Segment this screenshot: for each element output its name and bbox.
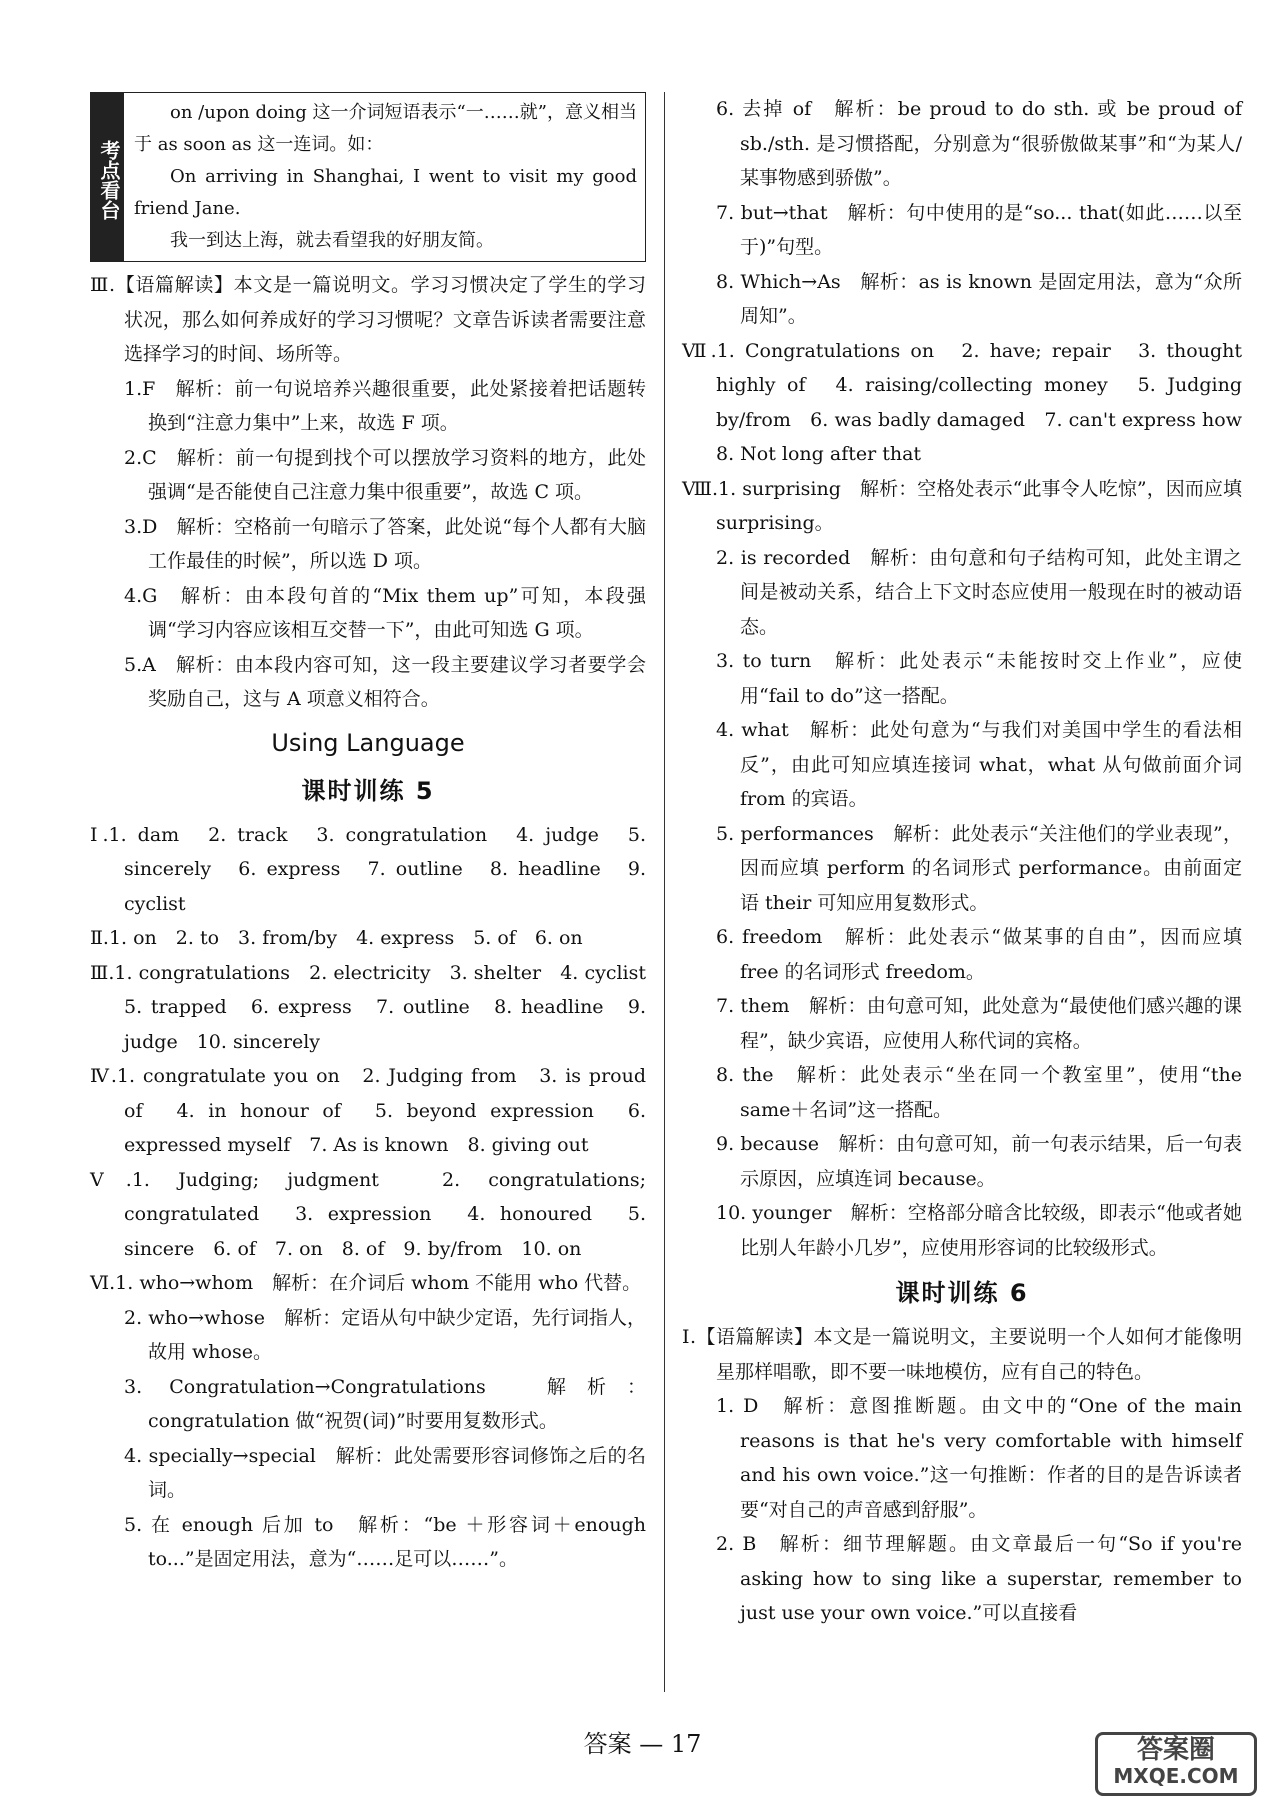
exercise-VI-item: 3. Congratulation→Congratulations 解析：congratulation 做“祝贺(词)”时要用复数形式。 <box>124 1375 646 1432</box>
exercise-VI-item: 4. specially→special 解析：此处需要形容词修饰之后的名词。 <box>124 1444 646 1501</box>
exercise-VIII-item: 3. to turn 解析：此处表示“未能按时交上作业”，应使用“fail to do”这一搭配。 <box>716 650 1242 707</box>
tip-line: On arriving in Shanghai, I went to visit my good friend Jane. <box>134 166 637 219</box>
lesson6-answer: 2. B 解析：细节理解题。由文章最后一句“So if you're asking how to sing like a superstar, remember to just use your own voice.”可以直接看 <box>716 1533 1242 1624</box>
exercise-VI-item: Ⅵ.1. who→whom 解析：在介词后 whom 不能用 who 代替。 <box>90 1272 642 1294</box>
right-column <box>682 92 1262 1631</box>
tip-line: on /upon doing 这一介词短语表示“一……就”，意义相当于 as soon as 这一连词。如： <box>134 102 637 155</box>
section-title: Using Language <box>271 728 465 757</box>
exercise-VIII-item: 9. because 解析：由句意可知，前一句表示结果，后一句表示原因，应填连词 because。 <box>716 1133 1242 1190</box>
exercise-VIII-item: 6. freedom 解析：此处表示“做某事的自由”，因而应填 free 的名词形式 freedom。 <box>716 926 1242 983</box>
exercise-VI-item: 2. who→whose 解析：定语从句中缺少定语，先行词指人，故用 whose。 <box>124 1306 646 1363</box>
exercise-VIII-item: 10. younger 解析：空格部分暗含比较级，即表示“他或者她比别人年龄小几岁”，应使用形容词的比较级形式。 <box>716 1202 1242 1259</box>
exercise-I: Ⅰ.1. dam 2. track 3. congratulation 4. judge 5. sincerely 6. express 7. outline 8. headline 9. cyclist <box>90 823 646 915</box>
exercise-II: Ⅱ.1. on 2. to 3. from/by 4. express 5. of 6. on <box>90 927 583 949</box>
left-column <box>90 92 666 1577</box>
lesson-heading: 课时训练 5 <box>301 776 435 805</box>
tip-side-label: 考点看台 <box>90 93 124 261</box>
watermark-url: MXQE.COM <box>1113 1764 1239 1788</box>
lesson6-intro: Ⅰ.【语篇解读】本文是一篇说明文，主要说明一个人如何才能像明星那样唱歌，即不要一味地模仿，应有自己的特色。 <box>682 1326 1242 1383</box>
exercise-V: Ⅴ.1. Judging; judgment 2. congratulations; congratulated 3. expression 4. honoured 5. sincere 6. of 7. on 8. of 9. by/from 10. on <box>90 1168 646 1260</box>
answer-item: 5.A 解析：由本段内容可知，这一段主要建议学习者要学会奖励自己，这与 A 项意义相符合。 <box>124 653 646 710</box>
exercise-VIII-item: 4. what 解析：此处句意为“与我们对美国中学生的看法相反”，由此可知应填连接词 what，what 从句做前面介词 from 的宾语。 <box>716 719 1242 810</box>
exercise-VIII-item: 7. them 解析：由句意可知，此处意为“最使他们感兴趣的课程”，缺少宾语，应使用人称代词的宾格。 <box>716 995 1242 1052</box>
tip-box <box>90 92 646 262</box>
watermark-logo <box>1095 1732 1257 1796</box>
exercise-VIII-item: 5. performances 解析：此处表示“关注他们的学业表现”，因而应填 perform 的名词形式 performance。由前面定语 their 可知应用复数形式。 <box>716 822 1242 914</box>
exercise-VIII-item: Ⅷ.1. surprising 解析：空格处表示“此事令人吃惊”，因而应填 surprising。 <box>682 477 1242 534</box>
exercise-VI-item: 8. Which→As 解析：as is known 是固定用法，意为“众所周知”。 <box>716 270 1242 327</box>
answer-item: 1.F 解析：前一句说培养兴趣很重要，此处紧接着把话题转换到“注意力集中”上来，故选 F 项。 <box>124 377 646 434</box>
column-divider <box>664 92 665 1692</box>
answer-item: 4.G 解析：由本段句首的“Mix them up”可知，本段强调“学习内容应该相互交替一下”，由此可知选 G 项。 <box>124 584 646 641</box>
exercise-IV: Ⅳ.1. congratulate you on 2. Judging from 3. is proud of 4. in honour of 5. beyond expression 6. expressed myself 7. As is known 8. giving out <box>90 1065 646 1156</box>
page-footer: 答案 — 17 <box>583 1730 702 1758</box>
exercise-VI-item: 7. but→that 解析：句中使用的是“so... that(如此……以至于)”句型。 <box>716 201 1242 258</box>
answer-item: 2.C 解析：前一句提到找个可以摆放学习资料的地方，此处强调“是否能使自己注意力集中很重要”，故选 C 项。 <box>124 446 646 503</box>
exercise-III: Ⅲ.1. congratulations 2. electricity 3. shelter 4. cyclist 5. trapped 6. express 7. outline 8. headline 9. judge 10. sincerely <box>90 961 666 1053</box>
answer-item: 3.D 解析：空格前一句暗示了答案，此处说“每个人都有大脑工作最佳的时候”，所以选 D 项。 <box>124 515 646 572</box>
exercise-VI-item: 6. 去掉 of 解析：be proud to do sth. 或 be proud of sb./sth. 是习惯搭配，分别意为“很骄傲做某事”和“为某人/某事物感到骄傲”。 <box>716 98 1242 189</box>
exercise-VII: Ⅶ.1. Congratulations on 2. have; repair 3. thought highly of 4. raising/collecting money 5. Judging by/from 6. was badly damaged 7. can't express how 8. Not long after that <box>682 339 1262 465</box>
exercise-VI-item: 5. 在 enough 后加 to 解析：“be ＋形容词＋enough to...”是固定用法，意为“……足可以……”。 <box>124 1513 646 1570</box>
watermark-text: 答案圈 <box>1136 1735 1215 1765</box>
lesson6-answer: 1. D 解析：意图推断题。由文中的“One of the main reasons is that he's very comfortable with himself and his own voice.”这一句推断：作者的目的是告诉读者要“对自己的声音感到舒服”。 <box>716 1395 1242 1521</box>
para-III-intro: Ⅲ.【语篇解读】本文是一篇说明文。学习习惯决定了学生的学习状况，那么如何养成好的学习习惯呢？文章告诉读者需要注意选择学习的时间、场所等。 <box>90 274 646 365</box>
exercise-VIII-item: 2. is recorded 解析：由句意和句子结构可知，此处主谓之间是被动关系，结合上下文时态应使用一般现在时的被动语态。 <box>716 546 1242 638</box>
lesson-heading: 课时训练 6 <box>895 1279 1029 1307</box>
exercise-VIII-item: 8. the 解析：此处表示“坐在同一个教室里”，使用“the same＋名词”这一搭配。 <box>716 1064 1242 1121</box>
tip-line: 我一到达上海，就去看望我的好朋友简。 <box>170 230 494 251</box>
